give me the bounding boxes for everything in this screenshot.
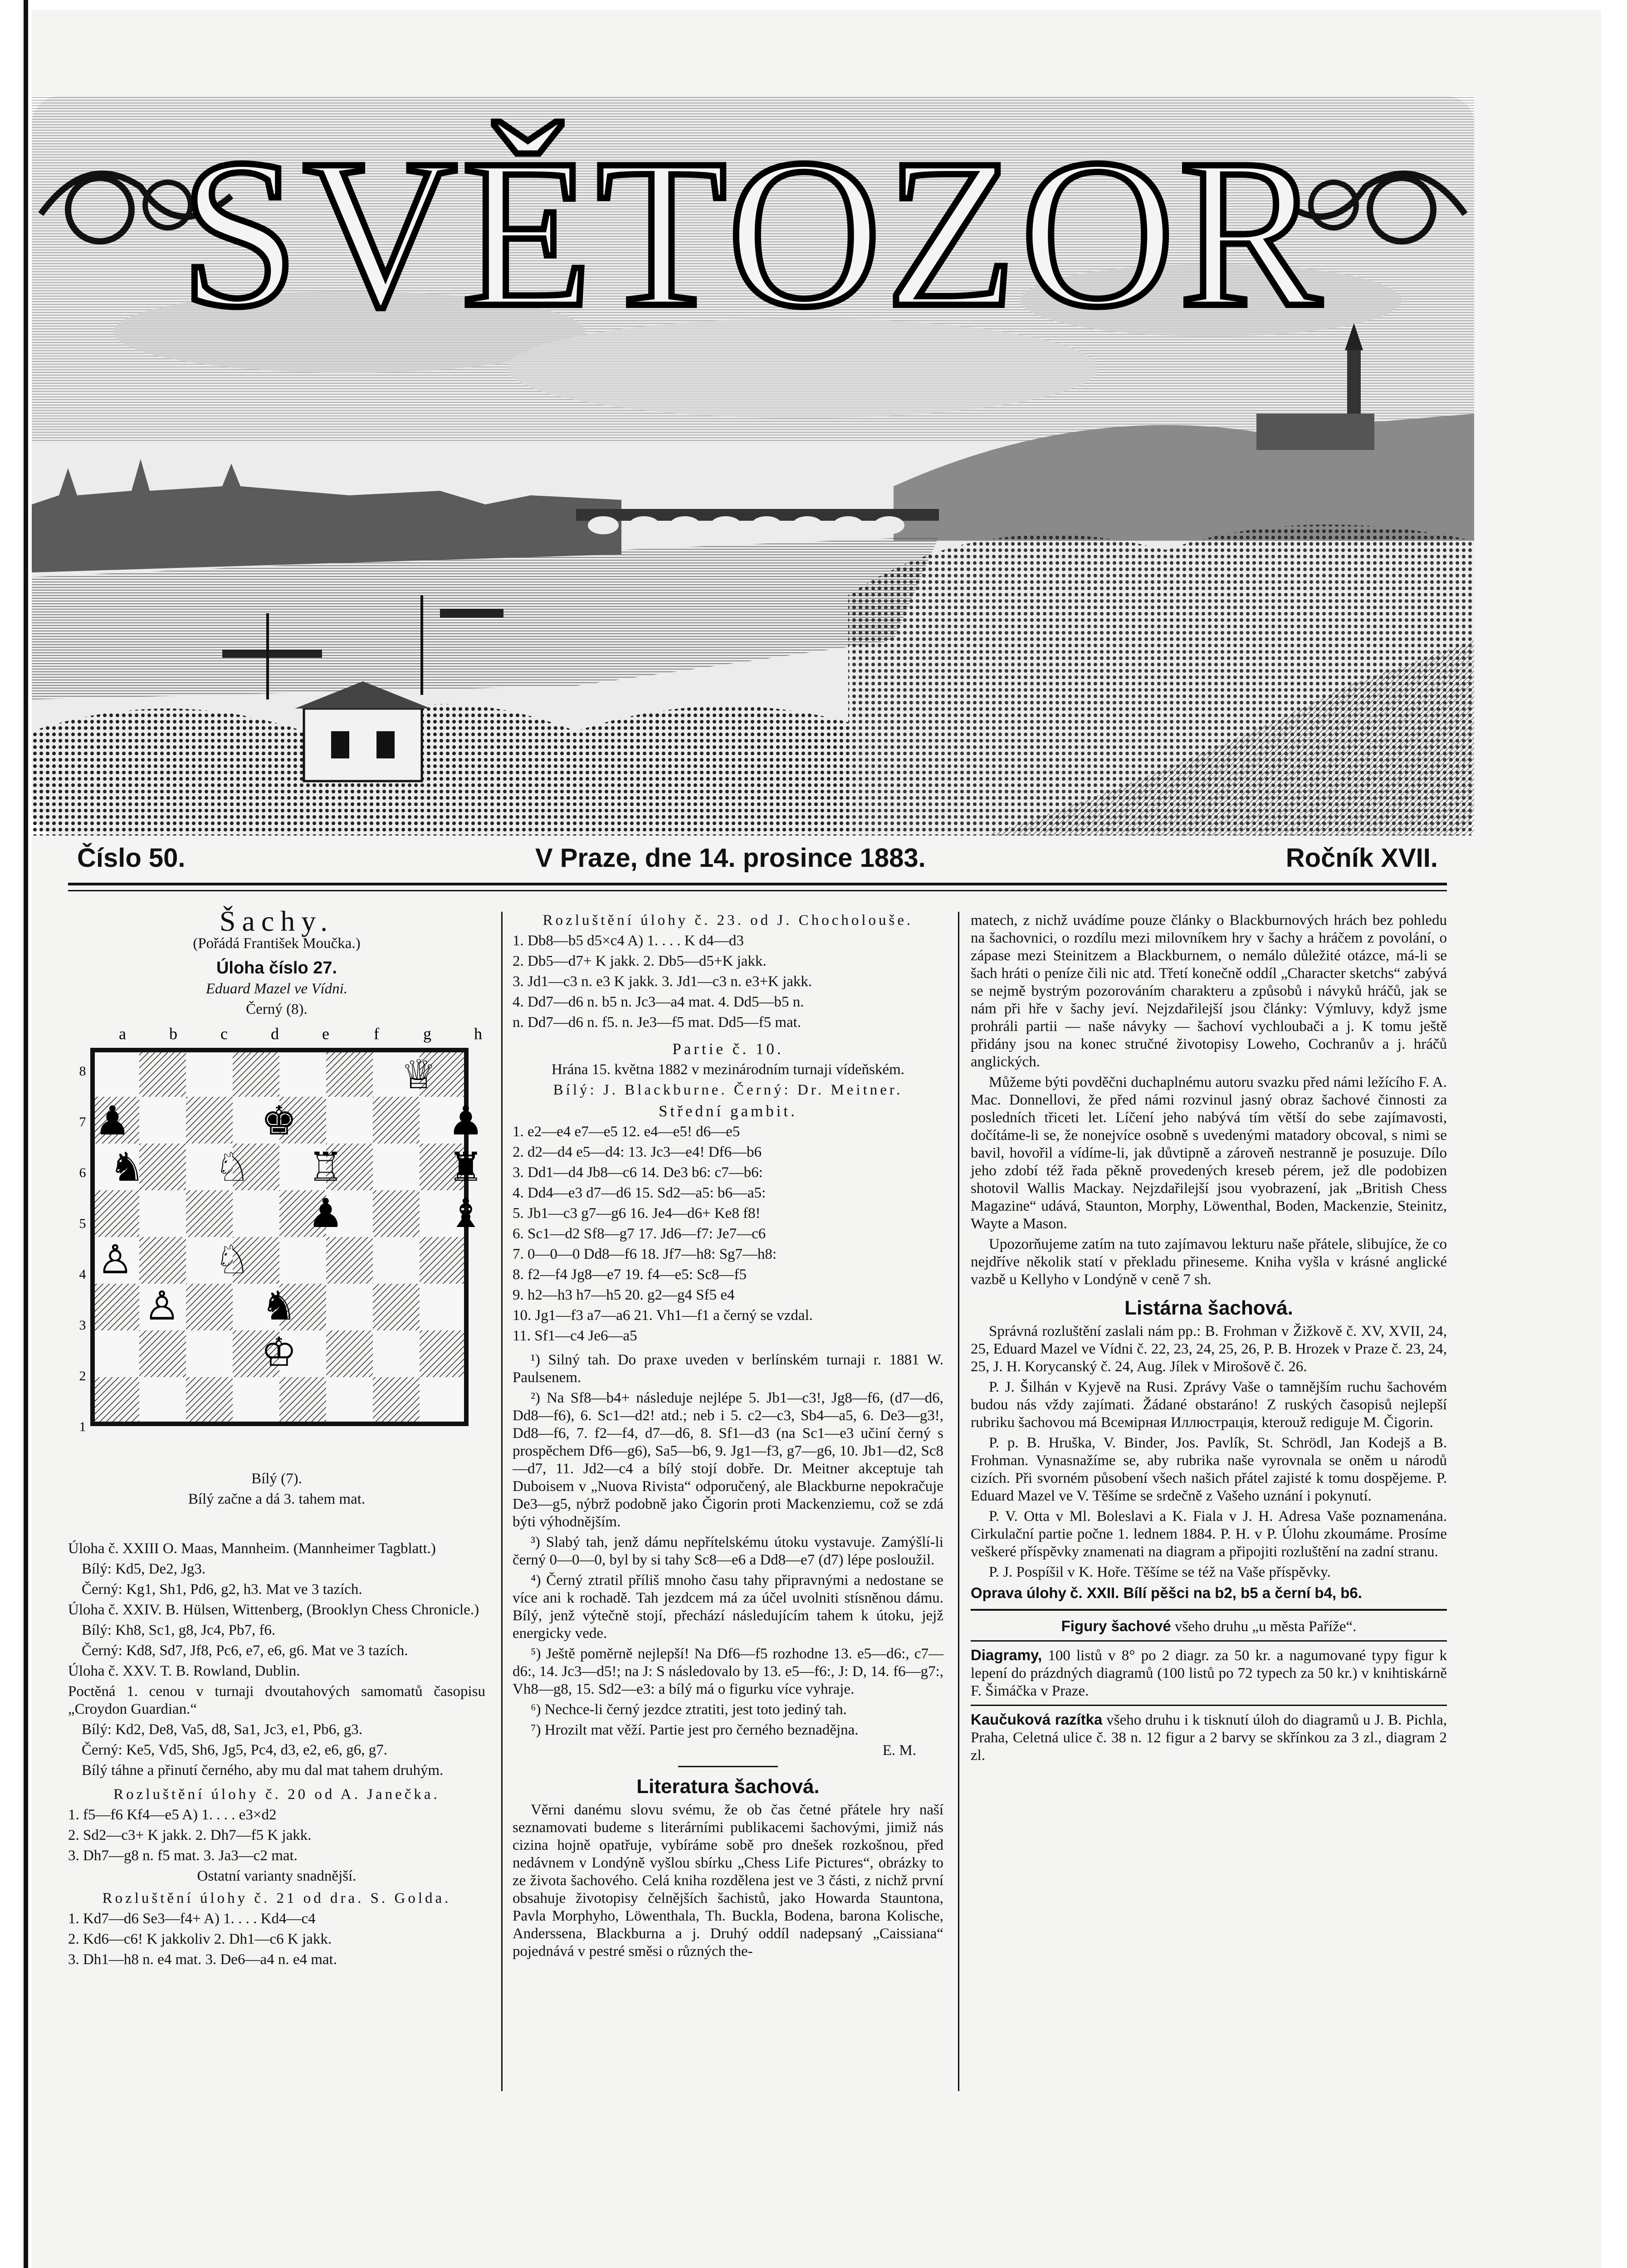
light-square <box>420 1377 466 1424</box>
ad-diagrams-bold: Diagramy, <box>971 1647 1042 1663</box>
letters-heading: Listárna šachová. <box>1124 1297 1293 1319</box>
issue-header-line <box>77 843 1438 879</box>
file-label-f: f <box>374 1025 379 1043</box>
dark-square <box>93 1190 139 1237</box>
light-square <box>93 1330 139 1377</box>
move-row: 11. Sf1—c4 Je6—a5 <box>513 1328 637 1344</box>
white-knight-c6: ♘ <box>214 1144 250 1190</box>
chess-board <box>73 1021 484 1470</box>
rank-label-5: 5 <box>79 1216 86 1231</box>
black-rook-h6: ♜ <box>448 1144 484 1190</box>
dark-square <box>139 1050 186 1097</box>
correction-text: č. XXII. Bílí pěšci na b2, b5 a černí b4, b6. <box>1070 1584 1362 1601</box>
light-square <box>373 1144 420 1190</box>
ads-rule <box>971 1609 1447 1611</box>
rank-label-1: 1 <box>79 1419 86 1434</box>
white-pawn-a4: ♙ <box>97 1236 133 1283</box>
masthead-title: SVĚTOZOR <box>180 115 1326 351</box>
literature-continued-2: Můžeme býti povděčni duchaplnému autoru svazku před námi ležícího F. A. Mac. Donnellovi, že před námi rozvinul jasný obraz šachové činnosti za posledních třiceti let. Líčení jeho nabývá tím větší do sebe zajímavosti, dočítáme-li se, že nonejvíce osobně s uvedenými matadory obcoval, s nimi se bavil, hovořil a vídíme-li, jak důvtipně a zároveň nestranně je posuzuje. Dílo jeho zdobí též řada pěkně provedených kreseb pérem, jež dle podobizen shotovil Wallis Mackay. Nejzdařilejší jsou vyobrazení, jak „British Chess Magazine“ udává, Staunton, Morphy, Löwenthal, Boden, Mackenzie, Steinitz, Wayte a Mason. <box>971 1074 1447 1232</box>
game-note-3: ³) Slabý tah, jenž dámu nepřítelskému útoku vystavuje. Zamýšlí-li černý 0—0—0, byl by si tahy Sc8—e6 a Dd8—e7 (d7) lépe posloužil. <box>513 1534 943 1568</box>
solution-20-note: Ostatní varianty snadnější. <box>197 1868 357 1884</box>
move-row: 7. 0—0—0 Dd8—f6 18. Jf7—h8: Sg7—h8: <box>513 1246 777 1262</box>
solution-23-line-2: 2. Db5—d7+ K jakk. 2. Db5—d5+K jakk. <box>513 953 767 969</box>
ads-rule <box>971 1640 1447 1642</box>
dark-square <box>373 1377 420 1424</box>
white-queen-g8: ♕ <box>401 1051 437 1098</box>
rank-label-8: 8 <box>79 1064 86 1079</box>
ads-rule <box>971 1705 1447 1706</box>
move-row: 6. Sc1—d2 Sf8—g7 17. Jd6—f7: Je7—c6 <box>513 1226 766 1242</box>
light-square <box>373 1330 420 1377</box>
dark-square <box>279 1377 326 1424</box>
dark-square <box>420 1237 466 1284</box>
column-rule-1 <box>501 912 503 2091</box>
white-rook-e6: ♖ <box>308 1144 344 1190</box>
dark-square <box>373 1284 420 1330</box>
rank-label-2: 2 <box>79 1369 86 1383</box>
column-chess-problems <box>68 905 485 2227</box>
header-rule-thick <box>68 883 1447 885</box>
file-label-g: g <box>423 1025 431 1043</box>
problem-23-white: Bílý: Kd5, De2, Jg3. <box>82 1561 206 1577</box>
solution-23-line-4: 4. Dd7—d6 n. b5 n. Jc3—a4 mat. 4. Dd5—b5 n. <box>513 994 804 1010</box>
move-row: 9. h2—h3 h7—h5 20. g2—g4 Sf5 e4 <box>513 1287 735 1303</box>
rank-label-4: 4 <box>79 1267 86 1282</box>
problem-23: Úloha č. XXIII O. Maas, Mannheim. (Mannheimer Tagblatt.) <box>68 1540 436 1557</box>
game-note-4: ⁴) Černý ztratil příliš mnoho času tahy připravnými a nedostane se více ani k rochadě. Tah jezdcem má za účel uvolniti stísněnou dámu. Bílý, jenž výtečně stojí, přechází následujícím tahem k útoku, jejž energicky vede. <box>513 1572 943 1642</box>
dark-square <box>186 1190 233 1237</box>
move-row: 5. Jb1—c3 g7—g6 16. Je4—d6+ Ke8 f8! <box>513 1205 761 1222</box>
dark-square <box>139 1144 186 1190</box>
dark-square <box>420 1330 466 1377</box>
dark-square <box>326 1237 373 1284</box>
game-note-1: ¹) Silný tah. Do praxe uveden v berlínském turnaji r. 1881 W. Paulsenem. <box>513 1352 943 1386</box>
light-square <box>139 1190 186 1237</box>
file-label-b: b <box>169 1025 177 1043</box>
game-opening: Střední gambit. <box>659 1102 797 1120</box>
black-king-d7: ♚ <box>261 1097 297 1144</box>
dark-square <box>233 1050 279 1097</box>
light-square <box>326 1097 373 1144</box>
literature-continued: matech, z nichž uvádíme pouze články o Blackburnových hrách bez pohledu na šachovnici, o rozdílu mezi milovníkem hry v šachy a hráčem z povolání, o zápase mezi Steinitzem a Blackburnem, o nemálo důležité otázce, má-li se šach hráti o peníze čili nic atd. Třetí konečně oddíl „Character sketchs“ zabývá se nejmě bystrým pozorováním charakteru a způsobů i návyků hráčů, jak se nám při hře v šachy jeví. Nejzdařilejší jsou články: Výmluvy, když jsme prohráli partii — naše návyky — šachoví vychloubači a j. K tomu ještě přidány jsou na konec stručné životopisy Loweho, Cochranův a j. hráčů anglických. <box>971 912 1447 1070</box>
problem-task: Bílý začne a dá 3. tahem mat. <box>188 1491 366 1507</box>
solution-23-line-1: 1. Db8—b5 d5×c4 A) 1. . . . K d4—d3 <box>513 933 744 949</box>
game-title: Partie č. 10. <box>672 1040 784 1058</box>
game-signature: E. M. <box>882 1742 916 1759</box>
ad-diagrams-text: 100 listů v 8° po 2 diagr. za 50 kr. a nagumované typy figur k lepení do prázdných diagramů (100 listů po 72 typech za 50 kr.) v knihtiskárně F. Šimáčka v Praze. <box>971 1647 1447 1699</box>
problem-24: Úloha č. XXIV. B. Hülsen, Wittenberg, (Brooklyn Chess Chronicle.) <box>68 1602 479 1618</box>
solution-21-line-2: 2. Kd6—c6! K jakkoliv 2. Dh1—c6 K jakk. <box>68 1931 332 1947</box>
black-knight-d3: ♞ <box>261 1282 297 1329</box>
light-square <box>93 1050 139 1097</box>
white-king-d2: ♔ <box>261 1329 297 1375</box>
solution-23-line-5: n. Dd7—d6 n. f5. n. Je3—f5 mat. Dd5—f5 mat. <box>513 1014 801 1031</box>
light-square <box>326 1284 373 1330</box>
light-square <box>373 1237 420 1284</box>
letters-item-5: P. J. Pospíšil v K. Hoře. Těšíme se též na Vaše příspěvky. <box>989 1564 1331 1580</box>
column-chess-game <box>513 912 943 2227</box>
literature-text: Věrni danému slovu svému, že ob čas četné přátele hry naší seznamovati budeme s literárními publikacemi šachovými, jimiž nás cizina hojně opatřuje, vybíráme sobě pro dnešek rozkošnou, před nedávnem v Londýně vyšlou sbírku „Chess Life Pictures“, obrázky to ze života šachového. Celá kniha rozdělena jest ve 3 části, z nichž první obsahuje životopisy čelnějších šachistů, jako Howarda Stauntona, Pavla Morphyho, Löwenthala, Th. Buckla, Bodena, barona Kolische, Anderssena, Blackburna a j. Druhý oddíl nadepsaný „Caissiana“ pojednává v pestré směsi o různých the- <box>513 1802 943 1960</box>
chess-diagram <box>68 1021 485 1470</box>
solution-21-line-1: 1. Kd7—d6 Se3—f4+ A) 1. . . . Kd4—c4 <box>68 1911 316 1927</box>
problem-24-white: Bílý: Kh8, Sc1, g8, Jc4, Pb7, f6. <box>82 1622 276 1638</box>
rank-label-6: 6 <box>79 1165 86 1180</box>
move-row: 10. Jg1—f3 a7—a6 21. Vh1—f1 a černý se vzdal. <box>513 1307 813 1324</box>
game-intro: Hrána 15. května 1882 v mezinárodním turnaji vídeňském. <box>551 1061 905 1078</box>
letters-item-3: P. p. B. Hruška, V. Binder, Jos. Pavlík, St. Schrödl, Jan Kodejš a B. Frohman. Vynasnažíme se, aby rubrika naše vyrovnala se oněm u národů cizích. Při svorném působení všech našich přátel zajisté k tomu dospějeme. P. Eduard Mazel ve V. Těšíme se srdečně z Vašeho uznání i pokynutí. <box>971 1435 1447 1504</box>
light-square <box>279 1050 326 1097</box>
literature-heading: Literatura šachová. <box>636 1775 820 1798</box>
issue-date: V Praze, dne 14. prosince 1883. <box>535 843 926 873</box>
separator <box>678 1766 778 1767</box>
solution-23-line-3: 3. Jd1—c3 n. e3 K jakk. 3. Jd1—c3 n. e3+K jakk. <box>513 973 812 990</box>
rank-label-3: 3 <box>79 1318 86 1333</box>
move-row: 3. Dd1—d4 Jb8—c6 14. De3 b6: c7—b6: <box>513 1164 763 1181</box>
light-square <box>139 1377 186 1424</box>
game-note-7: ⁷) Hrozilt mat věží. Partie jest pro černého beznadějna. <box>531 1722 859 1738</box>
dark-square <box>139 1330 186 1377</box>
literature-continued-3: Upozorňujeme zatím na tuto zajímavou lekturu naše přátele, slibujíce, že co nejdříve několik statí v překladu přineseme. Kniha vyšla v krásné anglické vazbě u Kellyho v Londýně v ceně 7 sh. <box>971 1236 1447 1288</box>
light-square <box>186 1050 233 1097</box>
white-pawn-b3: ♙ <box>144 1282 180 1329</box>
section-editor: (Pořádá František Moučka.) <box>193 935 361 952</box>
solution-23-title: Rozluštění úlohy č. 23. od J. Chocholouše. <box>542 912 914 929</box>
problem-25: Úloha č. XXV. T. B. Rowland, Dublin. <box>68 1663 300 1679</box>
ad-figures-text: všeho druhu „u města Paříže“. <box>1174 1618 1357 1635</box>
dark-square <box>186 1097 233 1144</box>
move-row: 8. f2—f4 Jg8—e7 19. f4—e5: Sc8—f5 <box>513 1266 747 1283</box>
dark-square <box>326 1050 373 1097</box>
white-label: Bílý (7). <box>251 1471 302 1487</box>
solution-20-line-1: 1. f5—f6 Kf4—e5 A) 1. . . . e3×d2 <box>68 1807 277 1823</box>
light-square <box>279 1237 326 1284</box>
letters-item-2: P. J. Šilhán v Kyjevě na Rusi. Zprávy Vaše o tamnějším ruchu šachovém budou nás vždy zajímati. Žádané obstaráno! Z ruských časopisů nejlepší rubriku šachovou má Всемiрная Иллюстрацiя, kterouž rediguje M. Čigorin. <box>971 1379 1447 1431</box>
game-players: Bílý: J. Blackburne. Černý: Dr. Meitner. <box>553 1082 903 1098</box>
ad-stamps-text: všeho druhu i k tisknutí úloh do diagramů u J. B. Pichla, Praha, Celetná ulice č. 38 n. 12 figur a 2 barvy se skřínkou za 3 zl., diagram 2 zl. <box>971 1712 1447 1764</box>
letters-item-4: P. V. Otta v Ml. Boleslavi a K. Fiala v J. H. Adresa Vaše poznamenána. Cirkulační partie počne 1. lednem 1884. P. H. v P. Úlohu zkoumáme. Prosíme veškeré příspěvky znamenati na diagram a připojiti rozluštění na zadní stranu. <box>971 1508 1447 1560</box>
light-square <box>326 1377 373 1424</box>
dark-square <box>139 1237 186 1284</box>
solution-21-title: Rozluštění úlohy č. 21 od dra. S. Golda. <box>102 1890 451 1906</box>
file-label-e: e <box>322 1025 329 1043</box>
problem-author: Eduard Mazel ve Vídni. <box>205 981 348 997</box>
dark-square <box>186 1284 233 1330</box>
masthead-illustration <box>32 96 1474 836</box>
move-row: 2. d2—d4 e5—d4: 13. Jc3—e4! Df6—b6 <box>513 1144 762 1160</box>
game-note-5: ⁵) Ještě poměrně nejlepší! Na Df6—f5 rozhodne 13. e5—d6:, c7—d6:, 14. Jc3—d5!; na J: S následovalo by 13. e5—f6:, J: D, 14. f6—g7:, Vh8—g8, 15. Sd2—e3: a bílý má o figurku více vyhraje. <box>513 1646 943 1697</box>
solution-21-line-3: 3. Dh1—h8 n. e4 mat. 3. De6—a4 n. e4 mat. <box>68 1951 337 1968</box>
file-label-h: h <box>474 1025 482 1043</box>
dark-square <box>186 1377 233 1424</box>
dark-square <box>326 1330 373 1377</box>
file-label-a: a <box>119 1025 126 1043</box>
light-square <box>139 1097 186 1144</box>
column-literature-and-letters <box>971 912 1447 2227</box>
problem-25-task: Bílý táhne a přinutí černého, aby mu dal mat tahem druhým. <box>82 1762 444 1779</box>
file-label-d: d <box>271 1025 279 1043</box>
issue-number: Číslo 50. <box>77 843 186 873</box>
rank-label-7: 7 <box>79 1114 86 1129</box>
left-edge-rule <box>24 0 28 2268</box>
light-square <box>233 1377 279 1424</box>
file-label-c: c <box>220 1025 228 1043</box>
white-knight-c4: ♘ <box>214 1236 250 1283</box>
dark-square <box>93 1284 139 1330</box>
dark-square <box>93 1377 139 1424</box>
game-note-2: ²) Na Sf8—b4+ následuje nejlépe 5. Jb1—c3!, Jg8—f6, (d7—d6, Dd8—f6), 6. Sc1—d2! atd.; neb i 5. c2—c3, Sb4—a5, 6. De3—g3!, Dd8—f6, 7. f2—f4, d7—d6, 8. Sf1—d3 (na Sc1—e3 učiní černý s prospěchem Df6—g6), Sa5—b6, 9. Jg1—f3, g7—g6, 10. Jb1—d2, Sc8—d7, 11. Jd2—c4 a bílý stojí dobře. Dr. Meitner akceptuje tah Duboisem v „Nuova Rivista“ odporučený, ale Blackburne nepokračuje De3—g5, nýbrž podobně jako Čigorin proti Mackenziemu, což se zdá býti výhodnějším. <box>513 1390 943 1530</box>
problem-24-black: Černý: Kd8, Sd7, Jf8, Pc6, e7, e6, g6. Mat ve 3 tazích. <box>82 1642 408 1659</box>
black-pawn-a7: ♟ <box>94 1097 131 1144</box>
game-note-6: ⁶) Nechce-li černý jezdce ztratiti, jest toto jediný tah. <box>531 1701 847 1718</box>
black-knight-a6: ♞ <box>109 1144 145 1190</box>
problem-title: Úloha číslo 27. <box>216 958 337 978</box>
solution-20-line-2: 2. Sd2—c3+ K jakk. 2. Dh7—f5 K jakk. <box>68 1827 312 1843</box>
solution-20-title: Rozluštění úlohy č. 20 od A. Janečka. <box>113 1786 440 1803</box>
light-square <box>233 1190 279 1237</box>
ad-stamps-bold: Kaučuková razítka <box>971 1711 1103 1728</box>
light-square <box>420 1284 466 1330</box>
problem-25-award: Poctěná 1. cenou v turnaji dvoutahových samomatů časopisu „Croydon Guardian.“ <box>68 1683 485 1717</box>
column-rule-2 <box>958 912 959 2091</box>
solution-20-line-3: 3. Dh7—g8 n. f5 mat. 3. Ja3—c2 mat. <box>68 1848 298 1864</box>
problem-23-black: Černý: Kg1, Sh1, Pd6, g2, h3. Mat ve 3 tazích. <box>82 1581 362 1598</box>
black-bishop-h5: ♝ <box>448 1190 484 1237</box>
light-square <box>186 1330 233 1377</box>
move-row: 1. e2—e4 e7—e5 12. e4—e5! d6—e5 <box>513 1124 740 1140</box>
ad-figures-bold: Figury šachové <box>1061 1618 1171 1634</box>
black-label: Černý (8). <box>246 1001 308 1017</box>
black-pawn-e5: ♟ <box>308 1190 344 1237</box>
correction-label: Oprava úlohy <box>971 1584 1066 1601</box>
dark-square <box>373 1190 420 1237</box>
problem-25-black: Černý: Ke5, Vd5, Sh6, Jg5, Pc4, d3, e2, e6, g6, g7. <box>82 1742 388 1758</box>
move-row: 4. Dd4—e3 d7—d6 15. Sd2—a5: b6—a5: <box>513 1185 766 1201</box>
chess-section-heading: Šachy. <box>219 905 334 937</box>
letters-item-1: Správná rozluštění zaslali nám pp.: B. Frohman v Žižkově č. XV, XVII, 24, 25, Eduard Mazel ve Vídni č. 22, 23, 24, 25, 26, P. B. Hrozek v Praze č. 23, 24, 25, J. H. Korycanský č. 24, Aug. Jílek v Mirošově č. 26. <box>971 1323 1447 1375</box>
volume-number: Ročník XVII. <box>1285 843 1438 873</box>
problem-25-white: Bílý: Kd2, De8, Va5, d8, Sa1, Jc3, e1, Pb6, g3. <box>82 1721 363 1738</box>
black-pawn-h7: ♟ <box>448 1097 484 1144</box>
header-rule-thin <box>68 890 1447 891</box>
prague-landscape-engraving <box>32 96 1474 836</box>
dark-square <box>373 1097 420 1144</box>
